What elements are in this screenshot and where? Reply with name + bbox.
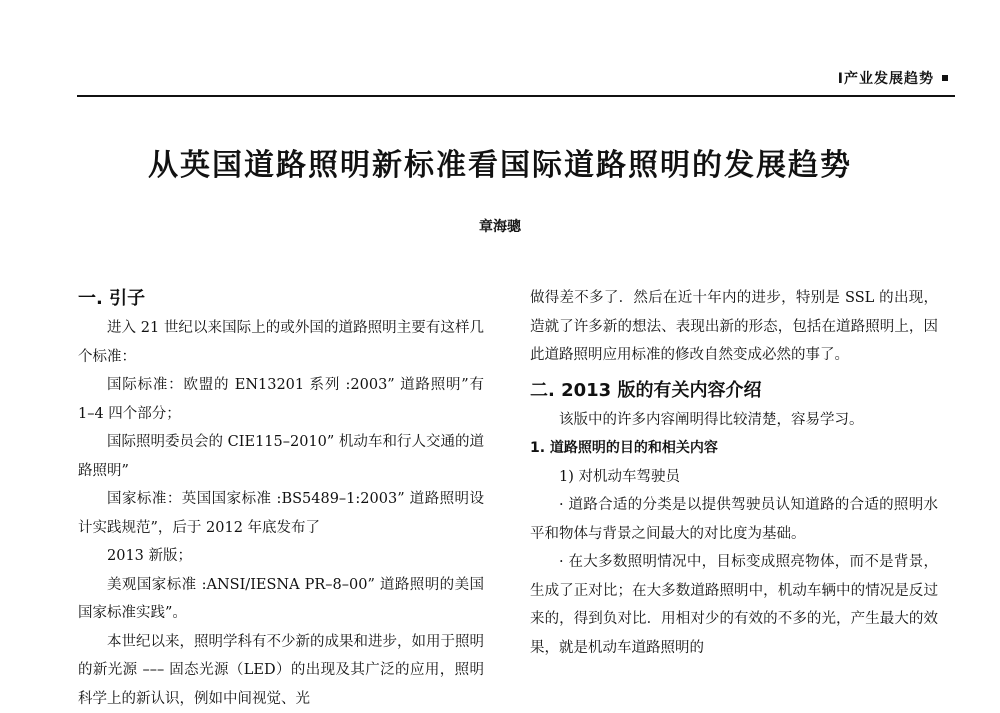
left-column bbox=[78, 284, 484, 713]
continuation-paragraph: 做得差不多了．然后在近十年内的进步，特别是 SSL 的出现，造就了许多新的想法、表现出新的形态，包括在道路照明上，因此道路照明应用标准的修改自然变成必然的事了。 bbox=[530, 284, 938, 370]
paragraph: 国际照明委员会的 CIE115–2010” 机动车和行人交通的道路照明” bbox=[78, 428, 484, 485]
paragraph: 国际标准：欧盟的 EN13201 系列 :2003” 道路照明”有 1–4 四个部分； bbox=[78, 371, 484, 428]
square-bullet-icon bbox=[942, 75, 948, 81]
section-intro: 该版中的许多内容阐明得比较清楚，容易学习。 bbox=[530, 406, 938, 435]
paragraph: 进入 21 世纪以来国际上的或外国的道路照明主要有这样几个标准： bbox=[78, 314, 484, 371]
article-author: 章海骢 bbox=[0, 216, 1000, 236]
paragraph: 美观国家标准 :ANSI/IESNA PR–8–00” 道路照明的美国国家标准实践”。 bbox=[78, 571, 484, 628]
paragraph: 国家标准：英国国家标准 :BS5489–1:2003” 道路照明设计实践规范”，后于 2012 年底发布了 bbox=[78, 485, 484, 542]
bullet-paragraph: · 在大多数照明情况中，目标变成照亮物体，而不是背景，生成了正对比；在大多数道路照明中，机动车辆中的情况是反过来的，得到负对比．用相对少的有效的不多的光，产生最大的效果，就是机动车道路照明的 bbox=[530, 548, 938, 662]
header-divider bbox=[77, 95, 955, 97]
bullet-paragraph: · 道路合适的分类是以提供驾驶员认知道路的合适的照明水平和物体与背景之间最大的对比度为基础。 bbox=[530, 491, 938, 548]
right-column bbox=[530, 284, 938, 662]
section-heading-intro: 一. 引子 bbox=[78, 284, 484, 314]
paragraph: 本世纪以来，照明学科有不少新的成果和进步，如用于照明的新光源 ––– 固态光源（LED）的出现及其广泛的应用，照明科学上的新认识，例如中间视觉、光 bbox=[78, 628, 484, 713]
section-heading-2013: 二. 2013 版的有关内容介绍 bbox=[530, 376, 938, 406]
header-section-label: Ⅰ产业发展趋势 bbox=[838, 68, 934, 88]
item-label: 1) 对机动车驾驶员 bbox=[530, 463, 938, 492]
subsection-heading: 1. 道路照明的目的和相关内容 bbox=[530, 434, 938, 463]
article-title: 从英国道路照明新标准看国际道路照明的发展趋势 bbox=[0, 140, 1000, 184]
paragraph: 2013 新版； bbox=[78, 542, 484, 571]
running-header bbox=[838, 68, 948, 88]
